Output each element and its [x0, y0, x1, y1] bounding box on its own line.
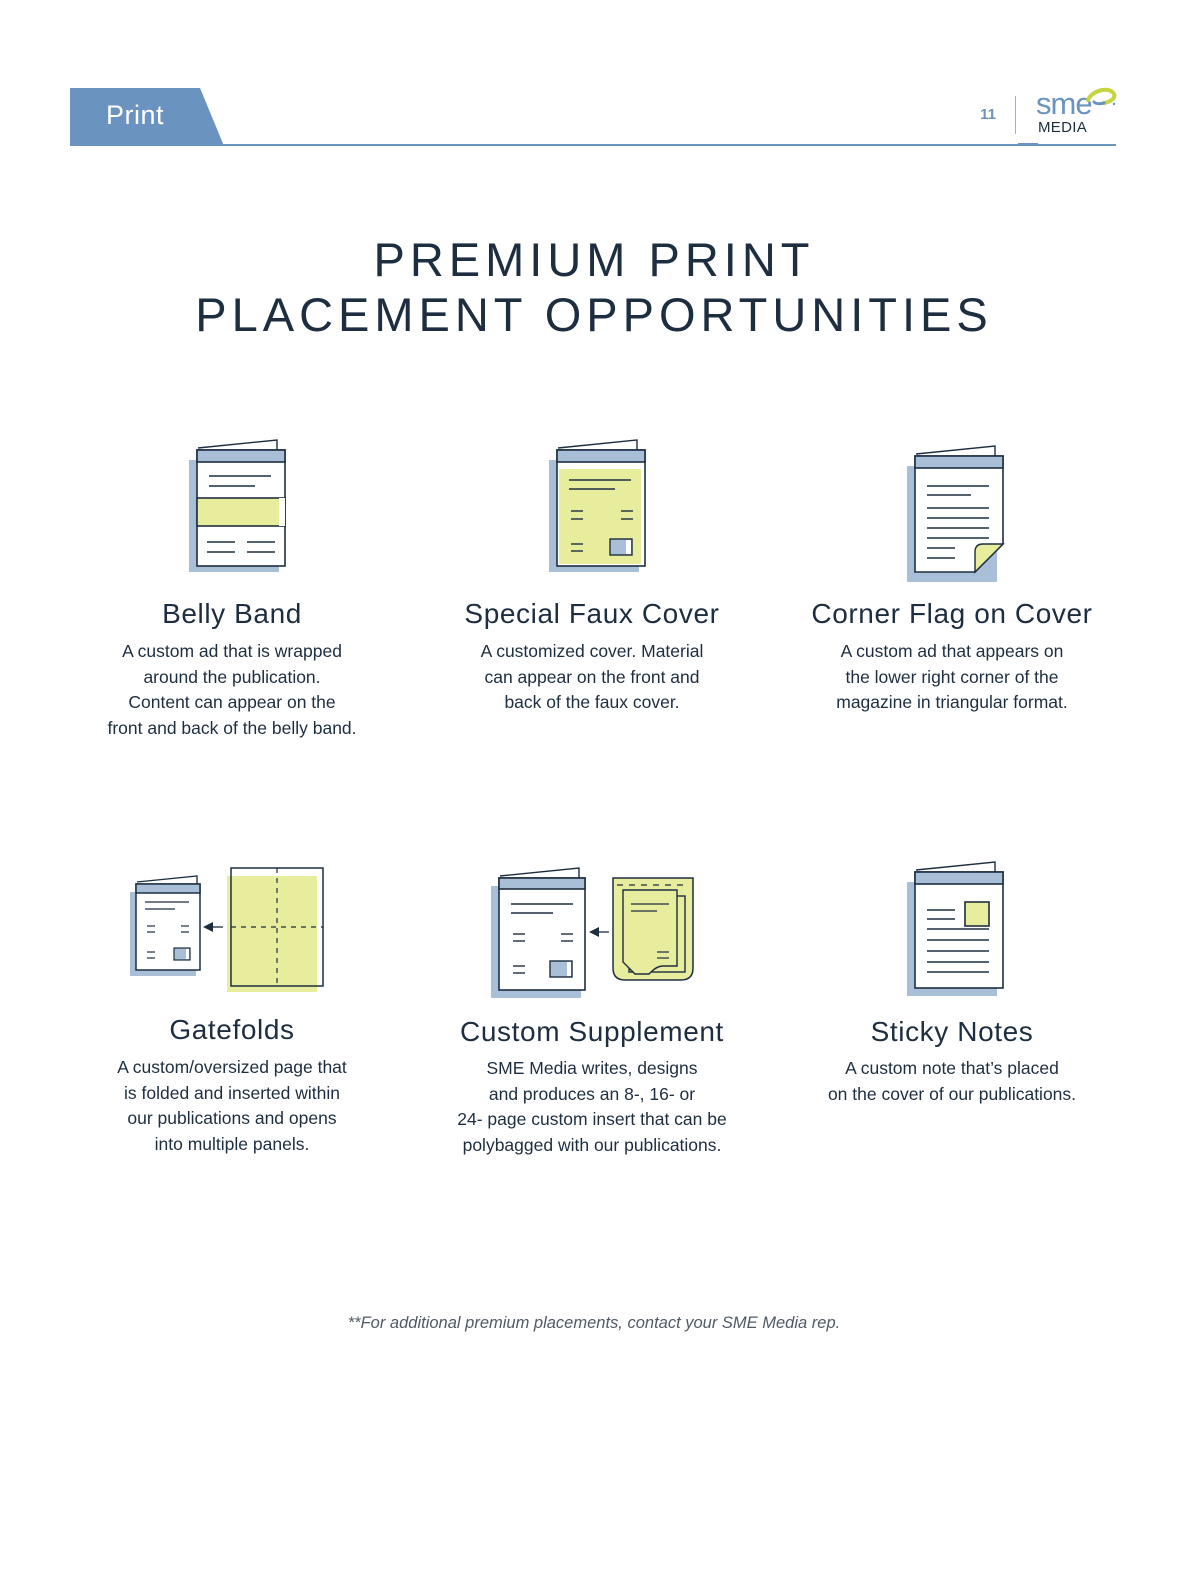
placement-title: Gatefolds — [169, 1014, 295, 1045]
placement-title: Custom Supplement — [460, 1016, 724, 1047]
placement-card-corner-flag — [782, 430, 1122, 760]
placement-card-gatefolds — [62, 850, 402, 1180]
section-tab-label: Print — [106, 100, 165, 130]
page-title-line-2: PLACEMENT OPPORTUNITIES — [195, 288, 993, 341]
sticky-note-icon — [897, 860, 1007, 1000]
placement-card-sticky-notes — [782, 850, 1122, 1180]
logo-subtext: MEDIA — [1038, 119, 1088, 136]
header-rule — [70, 144, 1116, 146]
gatefold-icon — [127, 864, 337, 996]
placement-card-faux-cover — [422, 430, 762, 760]
page-title — [0, 232, 1188, 342]
placement-title: Sticky Notes — [870, 1016, 1034, 1047]
placement-description: SME Media writes, designs and produces an 8-, 16- or 24- page custom insert that can be polybagged with our publications. — [457, 1058, 727, 1155]
placement-title: Special Faux Cover — [464, 598, 720, 629]
placement-description: A custom/oversized page that is folded and inserted within our publications and opens into multiple panels. — [117, 1057, 347, 1154]
placement-card-belly-band — [62, 430, 402, 760]
corner-flag-icon — [897, 444, 1007, 586]
placement-card-custom-supplement — [422, 850, 762, 1180]
placement-description: A custom ad that appears on the lower right corner of the magazine in triangular format. — [836, 641, 1068, 712]
placement-title: Belly Band — [162, 598, 302, 629]
supplement-icon — [485, 864, 699, 1000]
placement-title: Corner Flag on Cover — [811, 598, 1093, 629]
logo-underline — [1018, 143, 1038, 146]
faux-cover-icon — [537, 438, 647, 578]
belly-band-icon — [177, 438, 287, 578]
placement-description: A custom note that’s placed on the cover of our publications. — [827, 1058, 1077, 1104]
page-number: 11 — [980, 106, 996, 123]
logo-swoosh-icon — [1084, 86, 1118, 116]
header-divider — [1015, 96, 1016, 134]
logo-wordmark: sme — [1036, 86, 1092, 121]
sme-media-logo — [1028, 84, 1120, 146]
placement-description: A customized cover. Material can appear on the front and back of the faux cover. — [480, 641, 704, 712]
placement-description: A custom ad that is wrapped around the publication. Content can appear on the front and back of the belly band. — [107, 641, 357, 738]
page-title-line-1: PREMIUM PRINT — [373, 233, 815, 286]
footnote: **For additional premium placements, contact your SME Media rep. — [347, 1314, 841, 1332]
